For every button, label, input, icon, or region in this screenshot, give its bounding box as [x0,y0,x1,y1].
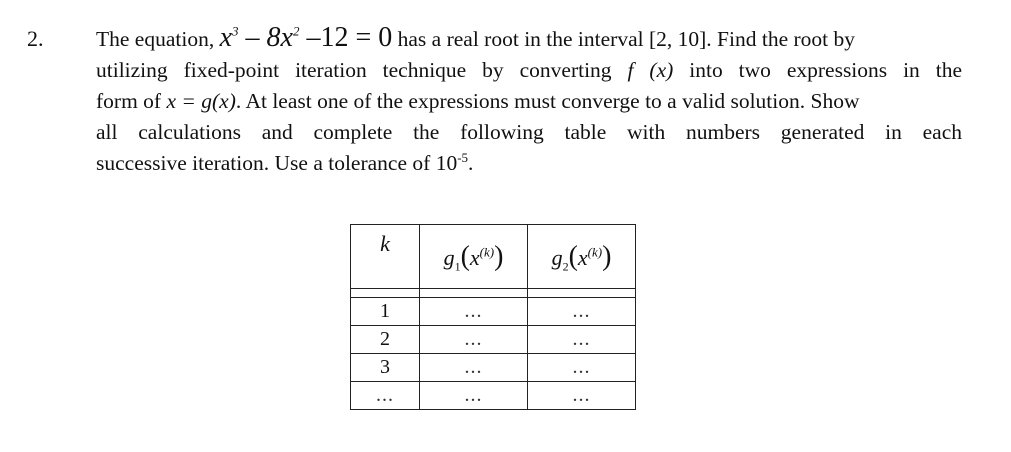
cell-g2: ... [528,326,636,354]
g2-open-paren: ( [568,240,578,272]
eq-middle: – 8x [245,22,293,53]
statement-line-1 [96,22,962,55]
g1-subscript: 1 [454,258,461,273]
line2-suffix: into two expressions in the [689,58,963,82]
header-k-label: k [380,231,390,256]
cell-k: 3 [351,354,420,382]
tolerance-base: 10 [435,151,458,175]
cell-k: 1 [351,298,420,326]
eq-exponent-3: 3 [232,23,239,39]
g1-open-paren: ( [460,240,470,272]
line1-suffix: has a real root in the interval [2, 10]. Find the root by [397,27,855,51]
table-row [351,382,636,410]
g1-arg-k: (k) [479,244,495,260]
eq-exponent-2: 2 [292,23,300,39]
line1-prefix: The equation, [96,27,215,51]
cell-g1: ... [420,326,528,354]
cell-g1: ... [420,298,528,326]
header-k [351,225,420,289]
problem-number: 2. [27,26,44,51]
cell-g2: ... [528,354,636,382]
line5-prefix: successive iteration. Use a tolerance of [96,151,431,175]
xgx-expression: x = g(x) [166,89,236,113]
line2-prefix: utilizing fixed-point iteration technique by converting [96,58,612,82]
g2-arg-x: x [577,244,588,270]
cell-k: ... [351,382,420,410]
cell-k: 2 [351,326,420,354]
header-g2 [528,225,636,289]
line3-prefix: form of [96,89,162,113]
g2-name: g [551,244,563,270]
cell-g1: ... [420,354,528,382]
eq-x: x [219,22,233,53]
statement-line-4: all calculations and complete the following table with numbers generated in each [96,120,962,144]
table-row [351,298,636,326]
cell-g1: ... [420,382,528,410]
g1-name: g [443,244,455,270]
statement-line-2 [96,55,962,86]
table-row [351,354,636,382]
statement-line-3 [96,86,962,117]
cell-g2: ... [528,382,636,410]
table-header-row [351,225,636,289]
cell-g2: ... [528,298,636,326]
line3-suffix: . At least one of the expressions must converge to a valid solution. Show [235,89,860,113]
equation [220,22,393,53]
g1-arg-x: x [469,244,480,270]
spacer-row [351,289,636,298]
problem-statement [96,22,962,179]
fx-expression: f (x) [627,58,674,82]
tolerance-exponent: -5 [457,149,469,165]
iteration-table [350,224,636,410]
eq-tail: –12 = 0 [306,22,393,53]
table-row [351,326,636,354]
statement-line-5 [96,148,962,179]
header-g1 [420,225,528,289]
g2-close-paren: ) [602,240,612,272]
g2-arg-k: (k) [587,244,603,260]
g1-close-paren: ) [494,240,504,272]
line5-end: . [468,151,474,175]
g2-subscript: 2 [562,258,569,273]
